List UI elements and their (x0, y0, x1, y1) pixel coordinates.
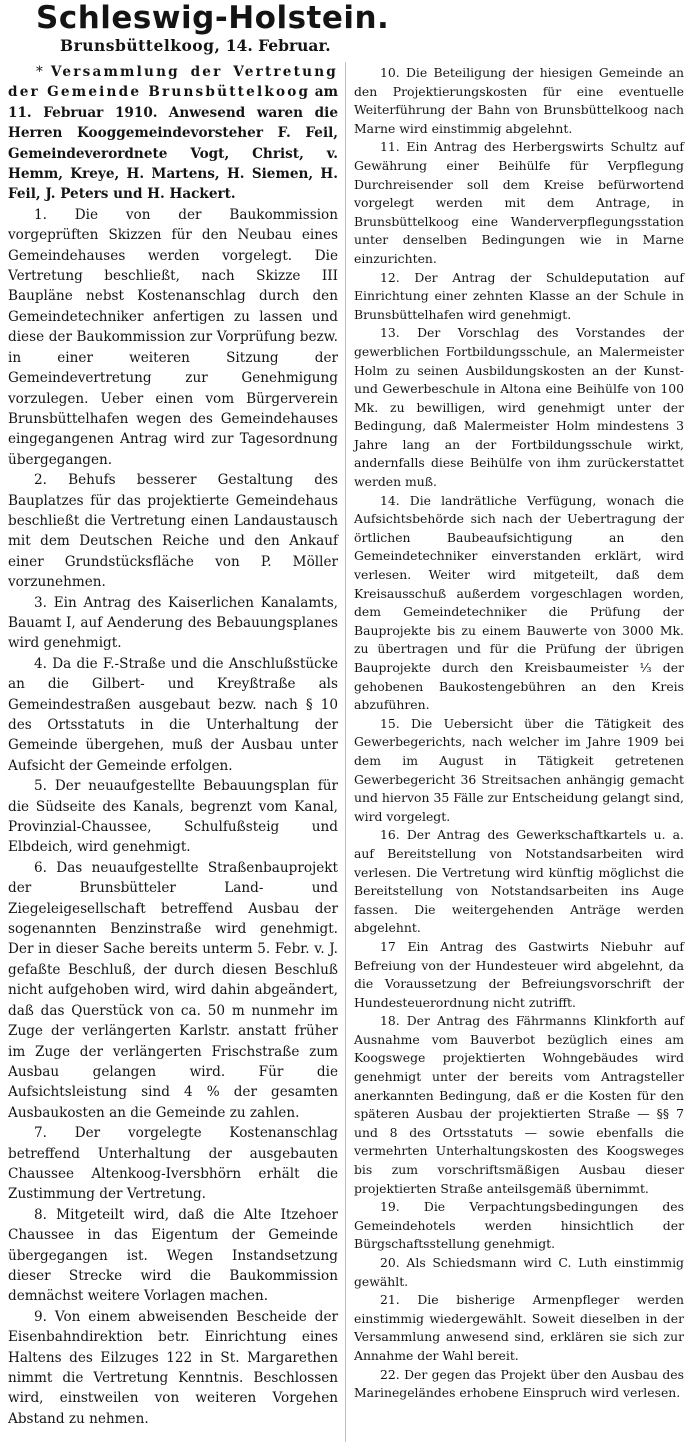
dateline-place: Brunsbüttelkoog, (60, 36, 221, 55)
agenda-item-2: 2. Behufs besserer Gestaltung des Bauplatzes für das projektierte Gemeindehaus beschließt die Vertretung einen Landaustausch mit dem Deutschen Reiche und den Ankauf einer Grundstücksfläche von P. Möller vorzunehmen. (8, 472, 338, 591)
agenda-item-8: 8. Mitgeteilt wird, daß die Alte Itzehoer Chaussee in das Eigentum der Gemeinde übergegangen ist. Wegen Instandsetzung dieser Strecke wird die Baukommission demnächst weitere Vorlagen machen. (8, 1206, 338, 1305)
agenda-item-3: 3. Ein Antrag des Kaiserlichen Kanalamts, Bauamt I, auf Aenderung des Bebauungsplanes wird genehmigt. (8, 594, 338, 652)
agenda-item-14: 14. Die landrätliche Verfügung, wonach die Aufsichtsbehörde sich nach der Uebertragung der örtlichen Baubeaufsichtigung an den Gemeindetechniker einverstanden erklärt, wird verlesen. Weiter wird mitgeteilt, daß dem Kreisausschuß außerdem vorgeschlagen worden, dem Gemeindetechniker die Prüfung der Bauprojekte bis zu einem Bauwerte von 3000 Mk. zu übertragen und für die Prüfung der übrigen Bauprojekte durch den Kreisbaumeister ⅓ der gehobenen Baukostengebühren an den Kreis abzuführen. (354, 492, 684, 713)
agenda-item-18: 18. Der Antrag des Fährmanns Klinkforth auf Ausnahme vom Bauverbot bezüglich eines am Koogswege projektierten Wohngebäudes wird genehmigt unter der bereits vom Antragsteller anerkannten Bedingung, daß er die Kosten für den späteren Ausbau der projektierten Straße — §§ 7 und 8 des Ortsstatuts — sowie ebenfalls die vermehrten Unterhaltungskosten des Koogsweges bis zum vorschriftsmäßigen Ausbau dieser projektierten Straße anteilsgemäß übernimmt. (354, 1013, 684, 1196)
agenda-item-1: 1. Die von der Baukommission vorgeprüften Skizzen für den Neubau eines Gemeindehauses werden vorgelegt. Die Vertretung beschließt, nach Skizze III Baupläne nebst Kostenanschlag durch den Gemeindetechniker anfertigen zu lassen und diese der Baukommission zur Vorprüfung bezw. in einer weiteren Sitzung der Gemeindevertretung zur Genehmigung vorzulegen. Ueber einen vom Bürgerverein Brunsbüttelhafen wegen des Gemeindehauses eingegangenen Antrag wird zur Tagesordnung übergegangen. (8, 206, 338, 468)
agenda-item-19: 19. Die Verpachtungsbedingungen des Gemeindehotels werden hinsichtlich der Bürgschaftsstellung genehmigt. (354, 1199, 684, 1252)
dateline-date: 14. Februar. (225, 36, 331, 55)
intro-date: am 11. Februar 1910. (8, 84, 338, 121)
column-divider (345, 62, 346, 1442)
agenda-item-11: 11. Ein Antrag des Herbergswirts Schultz auf Gewährung einer Beihülfe für Verpflegung Durchreisender soll dem Kreise befürwortend vorgelegt werden mit dem Antrage, in Brunsbüttelkoog eine Wanderverpflegungsstation unter denselben Bedingungen wie in Marne einzurichten. (354, 139, 684, 266)
agenda-item-15: 15. Die Uebersicht über die Tätigkeit des Gewerbegerichts, nach welcher im Jahre 1909 bei dem im August in Tätigkeit getretenen Gewerbegericht 36 Streitsachen anhängig gemacht und hiervon 35 Fälle zur Entscheidung gelangt sind, wird vorgelegt. (354, 715, 684, 824)
agenda-item-16: 16. Der Antrag des Gewerkschaftkartels u. a. auf Bereitstellung von Notstandsarbeiten wird verlesen. Die Vertretung wird künftig möglichst die Bereitstellung von Notstandsarbeiten ins Auge fassen. Die weitergehenden Anträge werden abgelehnt. (354, 827, 684, 936)
agenda-item-9: 9. Von einem abweisenden Bescheide der Eisenbahndirektion betr. Einrichtung eines Haltens des Eilzuges 122 in St. Margarethen nimmt die Vertretung Kenntnis. Beschlossen wird, einstweilen von weiteren Vorgehen Abstand zu nehmen. (8, 1308, 338, 1427)
intro-paragraph (8, 62, 338, 205)
intro-attendees: Anwesend waren die Herren Kooggemeindevorsteher F. Feil, Gemeindeverordnete Vogt, Christ, v. Hemm, Kreye, H. Martens, H. Siemen, H. Feil, J. Peters und H. Hackert. (8, 104, 338, 203)
headline: Schleswig-Holstein. (36, 0, 390, 36)
agenda-item-13: 13. Der Vorschlag des Vorstandes der gewerblichen Fortbildungsschule, an Malermeister Holm zu seinen Ausbildungskosten an der Kunst- und Gewerbeschule in Altona eine Beihülfe von 100 Mk. zu bewilligen, wird genehmigt unter der Bedingung, daß Malermeister Holm mindestens 3 Jahre lang an der Fortbildungsschule wirkt, andernfalls diese Beihülfe von ihm zurückerstattet werden muß. (354, 325, 684, 490)
agenda-item-22: 22. Der gegen das Projekt über den Ausbau des Marinegeländes erhobene Einspruch wird verlesen. (354, 1366, 684, 1401)
intro-marker: * (36, 64, 43, 80)
intro-spaced-heading: Versammlung der Vertretung der Gemeinde Brunsbüttelkoog (8, 64, 338, 101)
agenda-item-6: 6. Das neuaufgestellte Straßenbauprojekt der Brunsbütteler Land- und Ziegeleigesellschaft betreffend Ausbau der sogenannten Benzinstraße wird genehmigt. Der in dieser Sache bereits unterm 5. Febr. v. J. gefaßte Beschluß, der durch diesen Beschluß nicht aufgehoben wird, wird dahin abgeändert, daß das Querstück von ca. 50 m nunmehr im Zuge der verlängerten Karlstr. anstatt früher im Zuge der verlängerten Frischstraße zum Ausbau gelangen wird. Für die Aufsichtsleistung sind 4 % der gesamten Ausbaukosten an die Gemeinde zu zahlen. (8, 859, 338, 1121)
agenda-item-21: 21. Die bisherige Armenpfleger werden einstimmig wiedergewählt. Soweit dieselben in der Versammlung anwesend sind, erklären sie sich zur Annahme der Wahl bereit. (354, 1292, 684, 1363)
agenda-item-20: 20. Als Schiedsmann wird C. Luth einstimmig gewählt. (354, 1255, 684, 1289)
dateline (60, 36, 331, 55)
left-column (8, 62, 338, 1429)
agenda-item-4: 4. Da die F.-Straße und die Anschlußstücke an die Gilbert- und Kreyßtraße als Gemeindestraßen ausgebaut bezw. nach § 10 des Ortsstatuts in die Unterhaltung der Gemeinde übergehen, muß der Ausbau unter Aufsicht der Gemeinde erfolgen. (8, 655, 338, 774)
agenda-item-17: 17 Ein Antrag des Gastwirts Niebuhr auf Befreiung von der Hundesteuer wird abgelehnt, da die Voraussetzung der Befreiungsvorschrift der Hundesteuerordnung nicht zutrifft. (354, 938, 684, 1010)
agenda-item-7: 7. Der vorgelegte Kostenanschlag betreffend Unterhaltung der ausgebauten Chaussee Altenkoog-Iversbhörn erhält die Zustimmung der Vertretung. (8, 1125, 338, 1203)
agenda-item-5: 5. Der neuaufgestellte Bebauungsplan für die Südseite des Kanals, begrenzt vom Kanal, Provinzial-Chaussee, Schulfußsteig und Elbdeich, wird genehmigt. (8, 778, 338, 856)
agenda-item-12: 12. Der Antrag der Schuldeputation auf Einrichtung einer zehnten Klasse an der Schule in Brunsbüttelhafen wird genehmigt. (354, 269, 684, 322)
agenda-item-10: 10. Die Beteiligung der hiesigen Gemeinde an den Projektierungskosten für eine eventuelle Weiterführung der Bahn von Brunsbüttelkoog nach Marne wird einstimmig abgelehnt. (354, 65, 684, 136)
right-column (354, 64, 684, 1403)
